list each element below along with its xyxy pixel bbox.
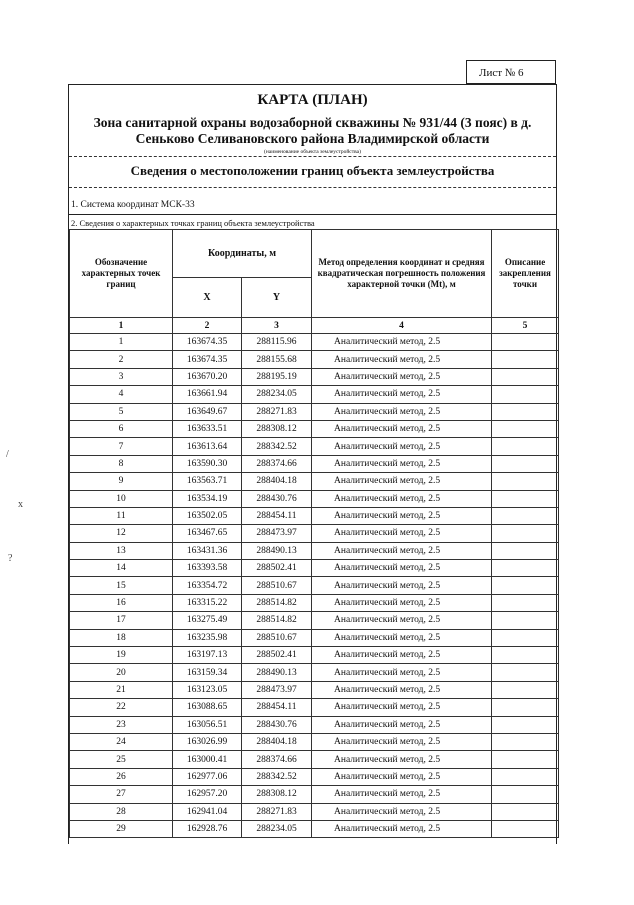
section-title: Сведения о местоположении границ объекта землеустройства <box>130 163 495 178</box>
method-cell: Аналитический метод, 2.5 <box>312 368 492 385</box>
divider <box>69 187 556 188</box>
divider <box>69 156 556 157</box>
method-cell: Аналитический метод, 2.5 <box>312 664 492 681</box>
point-number-cell: 12 <box>70 525 173 542</box>
x-coordinate-cell: 163590.30 <box>173 455 242 472</box>
x-coordinate-cell: 163026.99 <box>173 733 242 750</box>
points-section-title: 2. Сведения о характерных точках границ объекта землеустройства <box>71 218 315 228</box>
point-number-cell: 1 <box>70 334 173 351</box>
description-cell <box>492 733 559 750</box>
y-coordinate-cell: 288404.18 <box>242 733 312 750</box>
table-row <box>70 786 559 803</box>
y-coordinate-cell: 288514.82 <box>242 594 312 611</box>
x-coordinate-cell: 163275.49 <box>173 612 242 629</box>
y-coordinate-cell: 288271.83 <box>242 803 312 820</box>
method-cell: Аналитический метод, 2.5 <box>312 629 492 646</box>
point-number-cell: 15 <box>70 577 173 594</box>
table-row <box>70 733 559 750</box>
method-cell: Аналитический метод, 2.5 <box>312 716 492 733</box>
y-coordinate-cell: 288234.05 <box>242 820 312 837</box>
table-row <box>70 612 559 629</box>
y-coordinate-cell: 288490.13 <box>242 664 312 681</box>
method-cell: Аналитический метод, 2.5 <box>312 403 492 420</box>
point-number-cell: 26 <box>70 768 173 785</box>
point-number-cell: 10 <box>70 490 173 507</box>
point-number-cell: 14 <box>70 560 173 577</box>
y-coordinate-cell: 288502.41 <box>242 647 312 664</box>
description-cell <box>492 594 559 611</box>
point-number-cell: 24 <box>70 733 173 750</box>
divider <box>69 214 556 215</box>
y-coordinate-cell: 288473.97 <box>242 681 312 698</box>
x-coordinate-cell: 162977.06 <box>173 768 242 785</box>
method-cell: Аналитический метод, 2.5 <box>312 681 492 698</box>
object-name: Зона санитарной охраны водозаборной скважины № 931/44 (3 пояс) в д. Сеньково Селивановского района Владимирской области <box>93 115 532 146</box>
method-cell: Аналитический метод, 2.5 <box>312 438 492 455</box>
description-cell <box>492 473 559 490</box>
table-row <box>70 681 559 698</box>
table-row <box>70 716 559 733</box>
method-cell: Аналитический метод, 2.5 <box>312 751 492 768</box>
point-number-cell: 28 <box>70 803 173 820</box>
x-coordinate-cell: 163197.13 <box>173 647 242 664</box>
description-cell <box>492 507 559 524</box>
point-number-cell: 23 <box>70 716 173 733</box>
points-table <box>69 229 559 838</box>
method-cell: Аналитический метод, 2.5 <box>312 803 492 820</box>
y-coordinate-cell: 288502.41 <box>242 560 312 577</box>
point-number-cell: 22 <box>70 699 173 716</box>
method-cell: Аналитический метод, 2.5 <box>312 507 492 524</box>
description-cell <box>492 612 559 629</box>
x-coordinate-cell: 163661.94 <box>173 386 242 403</box>
x-coordinate-cell: 163000.41 <box>173 751 242 768</box>
header-description: Описание закрепления точки <box>492 230 559 318</box>
object-caption: (наименование объекта землеустройства) <box>264 149 361 155</box>
x-coordinate-cell: 163123.05 <box>173 681 242 698</box>
document-frame <box>68 84 557 844</box>
header-point: Обозначение характерных точек границ <box>70 230 173 318</box>
description-cell <box>492 351 559 368</box>
y-coordinate-cell: 288115.96 <box>242 334 312 351</box>
table-row <box>70 455 559 472</box>
description-cell <box>492 490 559 507</box>
description-cell <box>492 403 559 420</box>
scan-mark: x <box>18 499 23 510</box>
y-coordinate-cell: 288454.11 <box>242 507 312 524</box>
method-cell: Аналитический метод, 2.5 <box>312 420 492 437</box>
point-number-cell: 27 <box>70 786 173 803</box>
point-number-cell: 9 <box>70 473 173 490</box>
x-coordinate-cell: 162928.76 <box>173 820 242 837</box>
column-numbers-row <box>70 318 559 334</box>
header-y: Y <box>242 278 312 318</box>
method-cell: Аналитический метод, 2.5 <box>312 699 492 716</box>
column-number: 5 <box>492 318 559 334</box>
header-x: X <box>173 278 242 318</box>
column-number: 3 <box>242 318 312 334</box>
description-cell <box>492 560 559 577</box>
description-cell <box>492 438 559 455</box>
method-cell: Аналитический метод, 2.5 <box>312 490 492 507</box>
point-number-cell: 4 <box>70 386 173 403</box>
table-row <box>70 577 559 594</box>
method-cell: Аналитический метод, 2.5 <box>312 351 492 368</box>
description-cell <box>492 577 559 594</box>
x-coordinate-cell: 163088.65 <box>173 699 242 716</box>
description-cell <box>492 525 559 542</box>
point-number-cell: 6 <box>70 420 173 437</box>
column-number: 1 <box>70 318 173 334</box>
x-coordinate-cell: 163056.51 <box>173 716 242 733</box>
y-coordinate-cell: 288374.66 <box>242 455 312 472</box>
point-number-cell: 13 <box>70 542 173 559</box>
description-cell <box>492 786 559 803</box>
point-number-cell: 19 <box>70 647 173 664</box>
y-coordinate-cell: 288473.97 <box>242 525 312 542</box>
description-cell <box>492 681 559 698</box>
sheet-number: Лист № 6 <box>466 60 556 84</box>
x-coordinate-cell: 163159.34 <box>173 664 242 681</box>
scan-mark: ? <box>8 553 13 564</box>
table-row <box>70 594 559 611</box>
table-row <box>70 664 559 681</box>
description-cell <box>492 629 559 646</box>
description-cell <box>492 716 559 733</box>
point-number-cell: 20 <box>70 664 173 681</box>
y-coordinate-cell: 288374.66 <box>242 751 312 768</box>
x-coordinate-cell: 163563.71 <box>173 473 242 490</box>
table-row <box>70 768 559 785</box>
table-row <box>70 334 559 351</box>
table-row <box>70 368 559 385</box>
table-row <box>70 560 559 577</box>
description-cell <box>492 647 559 664</box>
x-coordinate-cell: 163315.22 <box>173 594 242 611</box>
y-coordinate-cell: 288308.12 <box>242 420 312 437</box>
table-row <box>70 438 559 455</box>
scan-mark: / <box>6 449 9 460</box>
x-coordinate-cell: 163393.58 <box>173 560 242 577</box>
point-number-cell: 16 <box>70 594 173 611</box>
method-cell: Аналитический метод, 2.5 <box>312 455 492 472</box>
coordinate-system: 1. Система координат МСК-33 <box>71 200 195 210</box>
method-cell: Аналитический метод, 2.5 <box>312 647 492 664</box>
y-coordinate-cell: 288510.67 <box>242 629 312 646</box>
y-coordinate-cell: 288510.67 <box>242 577 312 594</box>
table-row <box>70 473 559 490</box>
point-number-cell: 2 <box>70 351 173 368</box>
table-row <box>70 386 559 403</box>
header-method: Метод определения координат и средняя квадратическая погрешность положения характерной точки (Mt), м <box>312 230 492 318</box>
method-cell: Аналитический метод, 2.5 <box>312 525 492 542</box>
description-cell <box>492 386 559 403</box>
x-coordinate-cell: 162941.04 <box>173 803 242 820</box>
method-cell: Аналитический метод, 2.5 <box>312 473 492 490</box>
point-number-cell: 8 <box>70 455 173 472</box>
x-coordinate-cell: 163235.98 <box>173 629 242 646</box>
y-coordinate-cell: 288308.12 <box>242 786 312 803</box>
method-cell: Аналитический метод, 2.5 <box>312 577 492 594</box>
table-row <box>70 647 559 664</box>
x-coordinate-cell: 163467.65 <box>173 525 242 542</box>
x-coordinate-cell: 163502.05 <box>173 507 242 524</box>
column-number: 2 <box>173 318 242 334</box>
table-row <box>70 507 559 524</box>
point-number-cell: 17 <box>70 612 173 629</box>
y-coordinate-cell: 288155.68 <box>242 351 312 368</box>
description-cell <box>492 368 559 385</box>
table-row <box>70 803 559 820</box>
method-cell: Аналитический метод, 2.5 <box>312 786 492 803</box>
point-number-cell: 7 <box>70 438 173 455</box>
y-coordinate-cell: 288234.05 <box>242 386 312 403</box>
method-cell: Аналитический метод, 2.5 <box>312 594 492 611</box>
header-coordinates: Координаты, м <box>173 230 312 278</box>
point-number-cell: 18 <box>70 629 173 646</box>
y-coordinate-cell: 288342.52 <box>242 768 312 785</box>
description-cell <box>492 664 559 681</box>
method-cell: Аналитический метод, 2.5 <box>312 334 492 351</box>
description-cell <box>492 803 559 820</box>
table-row <box>70 525 559 542</box>
table-row <box>70 351 559 368</box>
y-coordinate-cell: 288195.19 <box>242 368 312 385</box>
x-coordinate-cell: 163633.51 <box>173 420 242 437</box>
point-number-cell: 21 <box>70 681 173 698</box>
y-coordinate-cell: 288514.82 <box>242 612 312 629</box>
description-cell <box>492 334 559 351</box>
x-coordinate-cell: 163534.19 <box>173 490 242 507</box>
method-cell: Аналитический метод, 2.5 <box>312 733 492 750</box>
description-cell <box>492 699 559 716</box>
method-cell: Аналитический метод, 2.5 <box>312 612 492 629</box>
y-coordinate-cell: 288490.13 <box>242 542 312 559</box>
point-number-cell: 3 <box>70 368 173 385</box>
x-coordinate-cell: 162957.20 <box>173 786 242 803</box>
method-cell: Аналитический метод, 2.5 <box>312 560 492 577</box>
point-number-cell: 5 <box>70 403 173 420</box>
x-coordinate-cell: 163354.72 <box>173 577 242 594</box>
point-number-cell: 11 <box>70 507 173 524</box>
table-row <box>70 403 559 420</box>
y-coordinate-cell: 288430.76 <box>242 716 312 733</box>
description-cell <box>492 768 559 785</box>
x-coordinate-cell: 163613.64 <box>173 438 242 455</box>
y-coordinate-cell: 288430.76 <box>242 490 312 507</box>
table-row <box>70 699 559 716</box>
description-cell <box>492 751 559 768</box>
y-coordinate-cell: 288271.83 <box>242 403 312 420</box>
x-coordinate-cell: 163670.20 <box>173 368 242 385</box>
column-number: 4 <box>312 318 492 334</box>
point-number-cell: 29 <box>70 820 173 837</box>
method-cell: Аналитический метод, 2.5 <box>312 820 492 837</box>
table-row <box>70 542 559 559</box>
description-cell <box>492 455 559 472</box>
point-number-cell: 25 <box>70 751 173 768</box>
method-cell: Аналитический метод, 2.5 <box>312 386 492 403</box>
table-row <box>70 751 559 768</box>
y-coordinate-cell: 288342.52 <box>242 438 312 455</box>
description-cell <box>492 420 559 437</box>
x-coordinate-cell: 163431.36 <box>173 542 242 559</box>
x-coordinate-cell: 163674.35 <box>173 351 242 368</box>
table-row <box>70 420 559 437</box>
x-coordinate-cell: 163674.35 <box>173 334 242 351</box>
table-row <box>70 629 559 646</box>
description-cell <box>492 542 559 559</box>
table-row <box>70 820 559 837</box>
method-cell: Аналитический метод, 2.5 <box>312 768 492 785</box>
x-coordinate-cell: 163649.67 <box>173 403 242 420</box>
description-cell <box>492 820 559 837</box>
table-row <box>70 490 559 507</box>
page-title: КАРТА (ПЛАН) <box>257 92 368 108</box>
y-coordinate-cell: 288404.18 <box>242 473 312 490</box>
method-cell: Аналитический метод, 2.5 <box>312 542 492 559</box>
y-coordinate-cell: 288454.11 <box>242 699 312 716</box>
